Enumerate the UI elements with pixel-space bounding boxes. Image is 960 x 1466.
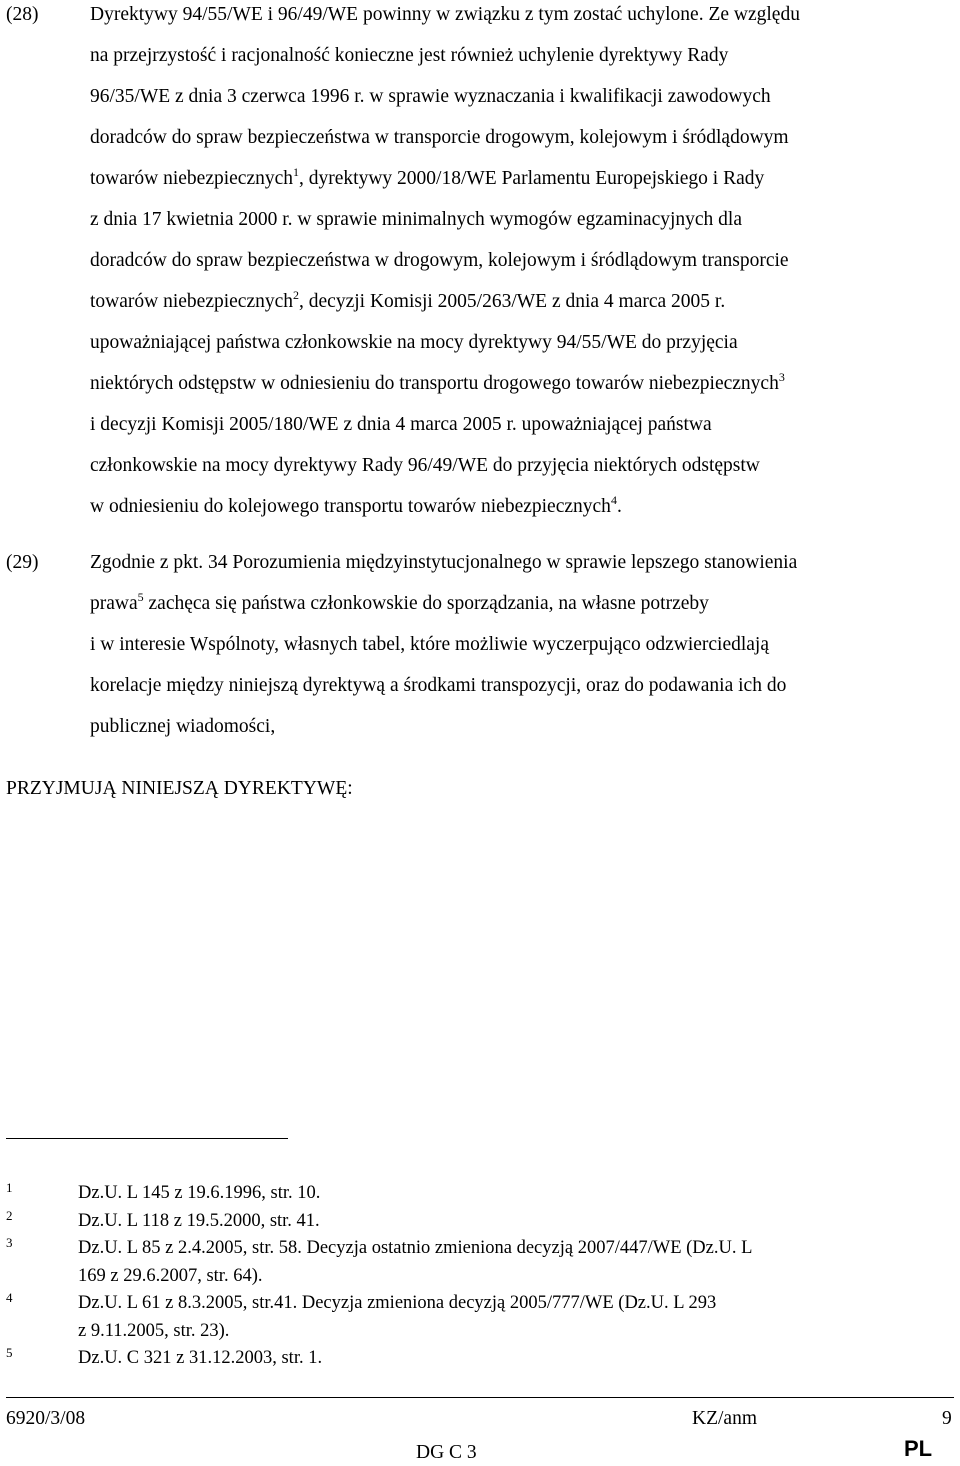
footnote-separator bbox=[6, 1138, 288, 1139]
text-line: Zgodnie z pkt. 34 Porozumienia międzyinstytucjonalnego w sprawie lepszego stanowienia bbox=[90, 552, 798, 573]
recital-number: (28) bbox=[6, 4, 39, 25]
enacting-formula: PRZYJMUJĄ NINIEJSZĄ DYREKTYWĘ: bbox=[6, 778, 353, 799]
author-initials: KZ/anm bbox=[692, 1408, 757, 1429]
text-line: członkowskie na mocy dyrektywy Rady 96/49/WE do przyjęcia niektórych odstępstw bbox=[90, 455, 760, 476]
recital-text bbox=[90, 542, 950, 747]
text-run: prawa bbox=[90, 593, 138, 614]
footnote-ref[interactable]: 5 bbox=[137, 590, 144, 604]
footnote-ref[interactable]: 4 bbox=[610, 493, 617, 507]
text-run: zachęca się państwa członkowskie do sporządzania, na własne potrzeby bbox=[143, 593, 709, 614]
footnote-text: Dz.U. C 321 z 31.12.2003, str. 1. bbox=[78, 1348, 323, 1368]
footnote-text: Dz.U. L 145 z 19.6.1996, str. 10. bbox=[78, 1183, 321, 1203]
footnote-text: Dz.U. L 118 z 19.5.2000, str. 41. bbox=[78, 1210, 320, 1231]
text-line: upoważniającej państwa członkowskie na mocy dyrektywy 94/55/WE do przyjęcia bbox=[90, 332, 738, 353]
footnote bbox=[6, 1290, 950, 1345]
text-run: . bbox=[616, 496, 622, 517]
footnote-ref[interactable]: 2 bbox=[293, 288, 300, 302]
text-line bbox=[90, 158, 950, 199]
footnote-number: 4 bbox=[6, 1290, 13, 1305]
text-line: korelacje między niniejszą dyrektywą a środkami transpozycji, oraz do podawania ich do bbox=[90, 675, 787, 696]
text-line: doradców do spraw bezpieczeństwa w drogowym, kolejowym i śródlądowym transporcie bbox=[90, 250, 789, 271]
text-run: , dyrektywy 2000/18/WE Parlamentu Europejskiego i Rady bbox=[299, 168, 765, 189]
footnotes bbox=[6, 1180, 950, 1373]
text-run: towarów niebezpiecznych bbox=[90, 168, 294, 189]
text-line: na przejrzystość i racjonalność konieczne jest również uchylenie dyrektywy Rady bbox=[90, 45, 729, 66]
text-line: 96/35/WE z dnia 3 czerwca 1996 r. w sprawie wyznaczania i kwalifikacji zawodowych bbox=[90, 86, 771, 107]
text-line: i decyzji Komisji 2005/180/WE z dnia 4 marca 2005 r. upoważniającej państwa bbox=[90, 414, 712, 435]
text-line bbox=[90, 281, 950, 322]
text-line: doradców do spraw bezpieczeństwa w transporcie drogowym, kolejowym i śródlądowym bbox=[90, 127, 789, 148]
footnote bbox=[6, 1208, 950, 1236]
footnote-ref[interactable]: 1 bbox=[293, 165, 300, 179]
footer-separator bbox=[6, 1397, 954, 1398]
text-line: z dnia 17 kwietnia 2000 r. w sprawie minimalnych wymogów egzaminacyjnych dla bbox=[90, 209, 743, 230]
footnote-number: 5 bbox=[6, 1345, 13, 1360]
recital-29 bbox=[6, 542, 950, 747]
footnote-number: 2 bbox=[6, 1207, 13, 1223]
text-line bbox=[90, 583, 950, 624]
footnote-number: 3 bbox=[6, 1235, 13, 1250]
footnote-ref[interactable]: 3 bbox=[778, 370, 785, 384]
text-line: publicznej wiadomości, bbox=[90, 716, 276, 737]
footnote-text: Dz.U. L 61 z 8.3.2005, str.41. Decyzja zmieniona decyzją 2005/777/WE (Dz.U. L 293 bbox=[78, 1293, 717, 1313]
text-run: w odniesieniu do kolejowego transportu towarów niebezpiecznych bbox=[90, 496, 611, 517]
footnote-text: z 9.11.2005, str. 23). bbox=[78, 1320, 230, 1341]
text-line: Dyrektywy 94/55/WE i 96/49/WE powinny w związku z tym zostać uchylone. Ze względu bbox=[90, 4, 800, 25]
page-number: 9 bbox=[942, 1408, 952, 1429]
text-run: niektórych odstępstw w odniesieniu do transportu drogowego towarów niebezpiecznych bbox=[90, 373, 779, 394]
footnote bbox=[6, 1235, 950, 1290]
footnote bbox=[6, 1180, 950, 1208]
directorate-code: DG C 3 bbox=[416, 1442, 477, 1463]
footnote-text: Dz.U. L 85 z 2.4.2005, str. 58. Decyzja ostatnio zmieniona decyzją 2007/447/WE (Dz.U. L bbox=[78, 1238, 753, 1258]
document-reference: 6920/3/08 bbox=[6, 1408, 86, 1429]
recital-number: (29) bbox=[6, 552, 39, 573]
footnote bbox=[6, 1345, 950, 1373]
text-line bbox=[90, 486, 950, 527]
language-code: PL bbox=[904, 1436, 933, 1461]
text-run: towarów niebezpiecznych bbox=[90, 291, 294, 312]
footnote-text: 169 z 29.6.2007, str. 64). bbox=[78, 1265, 263, 1286]
text-line bbox=[90, 363, 950, 404]
recital-text bbox=[90, 0, 950, 527]
text-run: , decyzji Komisji 2005/263/WE z dnia 4 marca 2005 r. bbox=[299, 291, 726, 312]
text-line: i w interesie Wspólnoty, własnych tabel, które możliwie wyczerpująco odzwierciedlają bbox=[90, 634, 770, 655]
recital-28 bbox=[6, 0, 950, 527]
footnote-number: 1 bbox=[6, 1180, 13, 1195]
